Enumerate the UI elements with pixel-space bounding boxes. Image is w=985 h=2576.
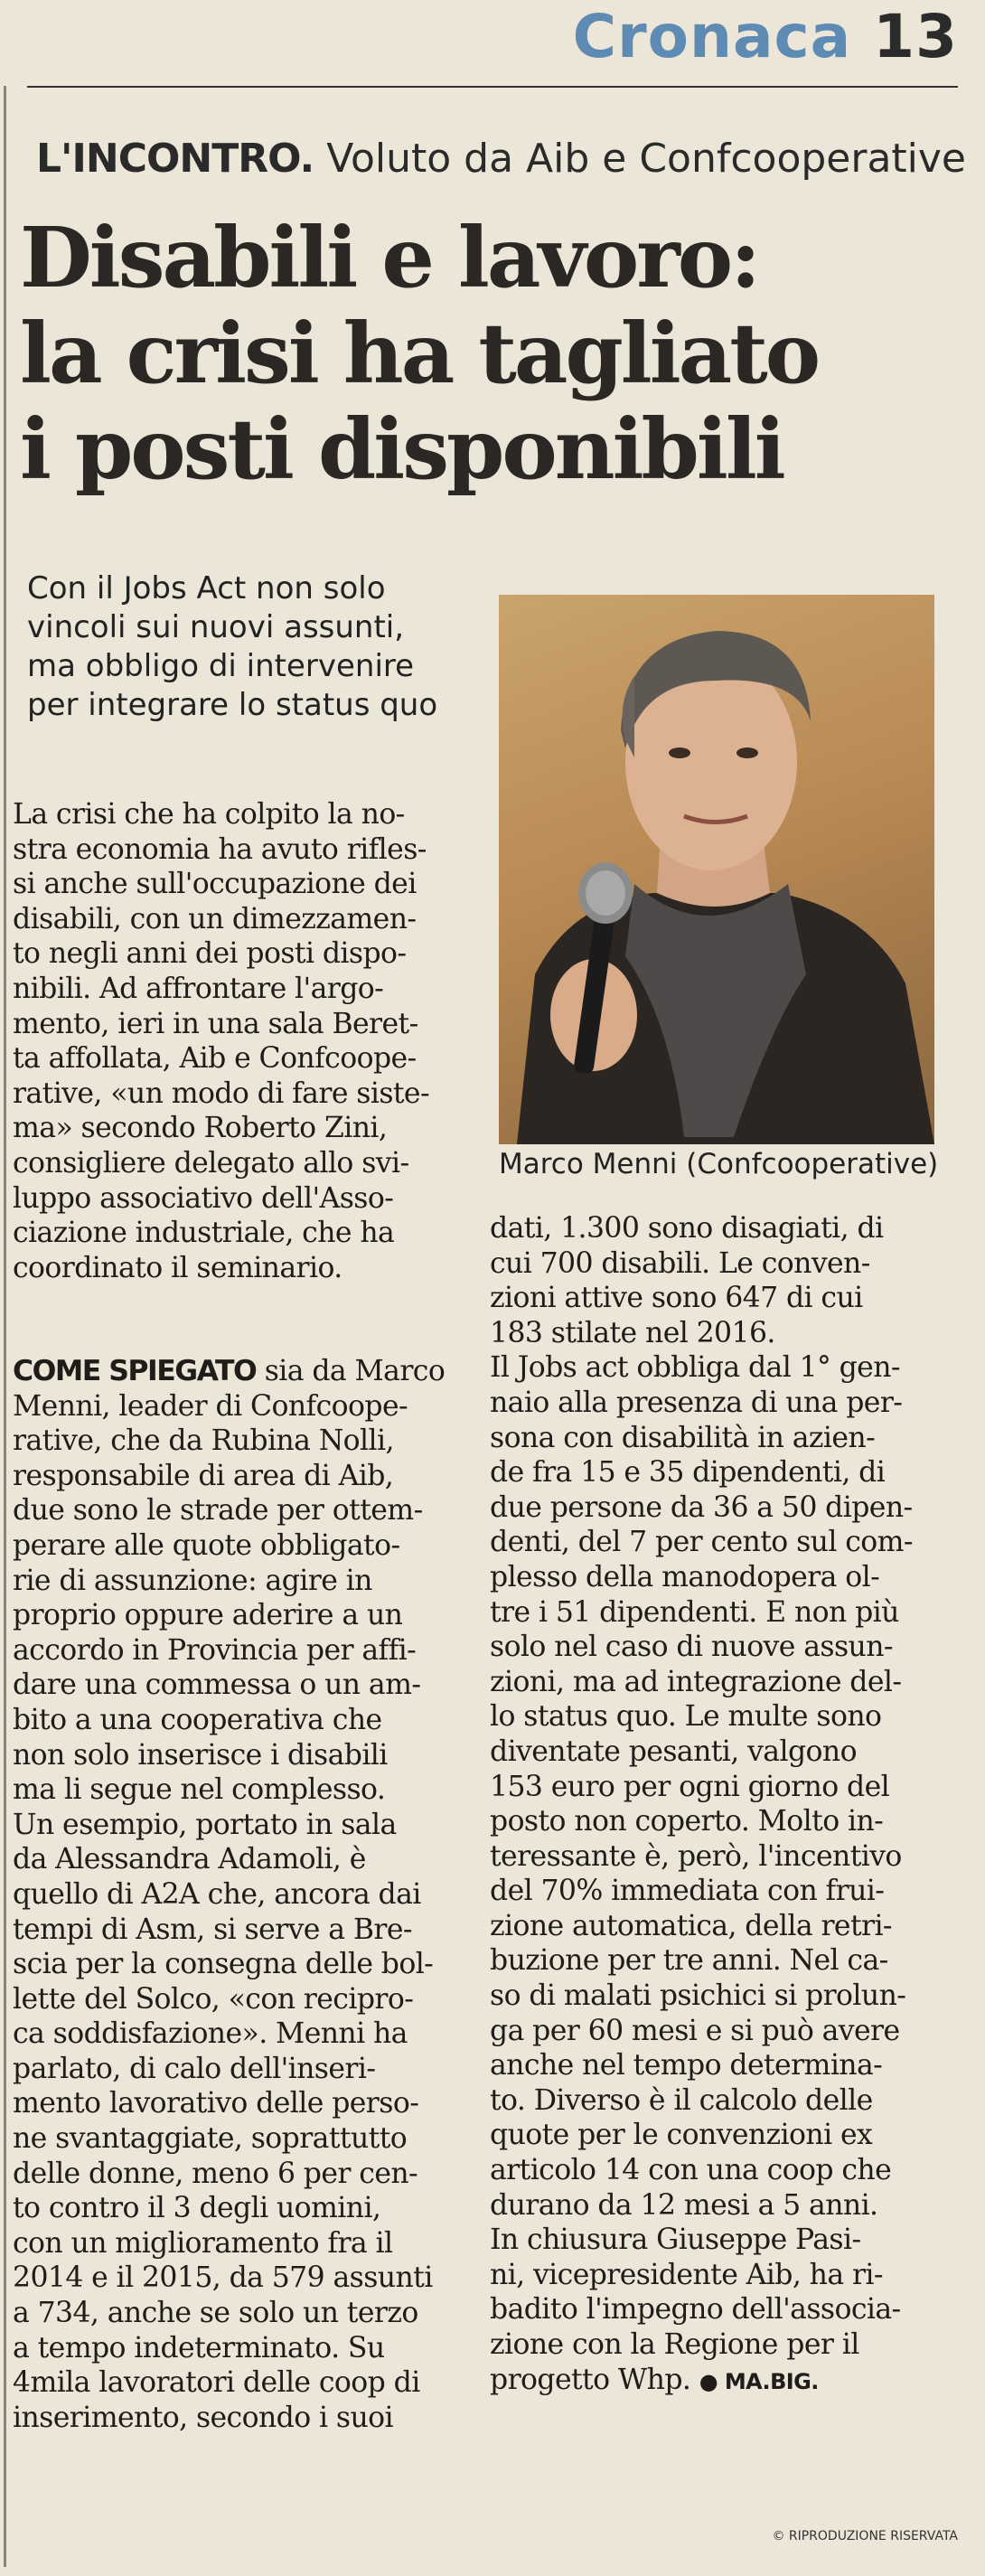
body-line: parlato, di calo dell'inseri- [13, 2052, 376, 2085]
body-line: proprio oppure aderire a un [13, 1599, 403, 1632]
section-title [573, 2, 958, 71]
body-line: da Alessandra Adamoli, è [13, 1843, 366, 1876]
body-line: scia per la consegna delle bol- [13, 1948, 434, 1981]
body-line: zioni attive sono 647 di cui [490, 1282, 863, 1315]
body-line: Un esempio, portato in sala [13, 1808, 397, 1841]
lead-in-text: COME SPIEGATO [13, 1355, 257, 1387]
body-line: ta affollata, Aib e Confcoope- [13, 1042, 417, 1076]
subheadline-line: ma obbligo di intervenire [27, 648, 415, 684]
body-line-last [490, 2363, 951, 2400]
body-line: solo nel caso di nuove assun- [490, 1631, 893, 1664]
body-line: ma» secondo Roberto Zini, [13, 1112, 388, 1145]
body-line: non solo inserisce i disabili [13, 1738, 388, 1772]
body-line: consigliere delegato allo svi- [13, 1146, 409, 1180]
portrait-illustration [499, 595, 934, 1144]
body-line: denti, del 7 per cento sul com- [490, 1526, 913, 1559]
body-line: rative, «un modo di fare siste- [13, 1076, 430, 1110]
body-line: disabili, con un dimezzamen- [13, 902, 417, 935]
body-line: mento lavorativo delle perso- [13, 2087, 419, 2120]
headline-line: la crisi ha tagliato [20, 305, 819, 402]
body-line: ma li segue nel complesso. [13, 1773, 386, 1807]
body-line: 153 euro per ogni giorno del [490, 1770, 890, 1803]
headline-line: i posti disponibili [20, 400, 783, 498]
kicker-label: L'INCONTRO. [36, 136, 314, 182]
body-line: de fra 15 e 35 dipendenti, di [490, 1456, 886, 1490]
photo-marco-menni [499, 595, 934, 1144]
body-line: sona con disabilità in azien- [490, 1421, 876, 1454]
body-line: posto non coperto. Molto in- [490, 1805, 884, 1838]
body-line: zione automatica, della retri- [490, 1909, 892, 1942]
body-line: 2014 e il 2015, da 579 assunti [13, 2261, 433, 2295]
body-line: zioni, ma ad integrazione del- [490, 1665, 902, 1698]
subheadline-line: Con il Jobs Act non solo [27, 570, 386, 606]
body-line: to negli anni dei posti dispo- [13, 937, 407, 971]
body-line: to contro il 3 degli uomini, [13, 2192, 381, 2225]
body-line: ca soddisfazione». Menni ha [13, 2017, 408, 2051]
body-line: 183 stilate nel 2016. [490, 1316, 775, 1349]
body-line: naio alla presenza di una per- [490, 1386, 903, 1419]
headline [20, 210, 969, 497]
page-edge-rule [4, 86, 6, 2567]
body-line: coordinato il seminario. [13, 1251, 342, 1284]
body-line: accordo in Provincia per affi- [13, 1633, 417, 1667]
page-number: 13 [873, 2, 958, 71]
body-line: nibili. Ad affrontare l'argo- [13, 972, 384, 1005]
body-line: inserimento, secondo i suoi [13, 2401, 393, 2434]
article-column-1 [13, 797, 483, 1285]
body-line: lette del Solco, «con recipro- [13, 1982, 414, 2016]
section-label: Cronaca [572, 2, 852, 71]
body-line: lo status quo. Le multe sono [490, 1700, 882, 1734]
kicker [36, 136, 967, 182]
body-line: anche nel tempo determina- [490, 2049, 883, 2082]
body-line: stra economia ha avuto rifles- [13, 832, 427, 866]
body-line: luppo associativo dell'Asso- [13, 1181, 394, 1215]
body-line: dati, 1.300 sono disagiati, di [490, 1212, 884, 1245]
body-line: badito l'impegno dell'associa- [490, 2293, 901, 2327]
body-line: durano da 12 mesi a 5 anni. [490, 2188, 878, 2222]
body-line: due sono le strade per ottem- [13, 1494, 423, 1528]
body-line: tempi di Asm, si serve a Bre- [13, 1913, 412, 1946]
body-line: diventate pesanti, valgono [490, 1735, 857, 1768]
subheadline [27, 569, 479, 725]
body-line: bito a una cooperativa che [13, 1703, 382, 1736]
body-line: due persone da 36 a 50 dipen- [490, 1490, 913, 1524]
body-line: mento, ieri in una sala Beret- [13, 1007, 418, 1040]
body-line: a tempo indeterminato. Su [13, 2331, 385, 2364]
subheadline-line: vincoli sui nuovi assunti, [27, 609, 405, 645]
body-line: articolo 14 con una coop che [490, 2154, 892, 2187]
article-column-2 [490, 1211, 951, 2399]
body-line: ciazione industriale, che ha [13, 1217, 395, 1250]
body-line: del 70% immediata con frui- [490, 1875, 885, 1908]
body-line-lead [13, 1354, 483, 1389]
body-line: so di malati psichici si prolun- [490, 1979, 906, 2013]
author-signature: ● MA.BIG. [699, 2368, 819, 2394]
body-line: cui 700 disabili. Le conven- [490, 1246, 870, 1280]
body-line: buzione per tre anni. Nel ca- [490, 1944, 888, 1978]
lead-in-rest: sia da Marco [256, 1355, 446, 1387]
body-line: Il Jobs act obbliga dal 1° gen- [490, 1351, 900, 1385]
body-line: Menni, leader di Confcoope- [13, 1389, 408, 1423]
body-line: si anche sull'occupazione dei [13, 868, 417, 901]
article-column-1-continued [13, 1354, 483, 2435]
body-line: La crisi che ha colpito la no- [13, 798, 405, 831]
body-line: a 734, anche se solo un terzo [13, 2297, 418, 2330]
body-line: quello di A2A che, ancora dai [13, 1877, 421, 1911]
body-line: 4mila lavoratori delle coop di [13, 2366, 420, 2400]
body-line: delle donne, meno 6 per cen- [13, 2157, 418, 2190]
kicker-text: Voluto da Aib e Confcooperative [314, 136, 967, 182]
subheadline-line: per integrare lo status quo [27, 687, 438, 723]
body-line: responsabile di area di Aib, [13, 1459, 394, 1492]
body-line: ni, vicepresidente Aib, ha ri- [490, 2258, 883, 2291]
photo-caption: Marco Menni (Confcooperative) [499, 1148, 939, 1180]
body-line: teressante è, però, l'incentivo [490, 1839, 902, 1873]
body-line: zione con la Regione per il [490, 2328, 859, 2361]
body-line: In chiusura Giuseppe Pasi- [490, 2223, 861, 2257]
body-line: dare una commessa o un am- [13, 1669, 421, 1702]
section-header [27, 0, 958, 88]
body-line: perare alle quote obbligato- [13, 1528, 400, 1562]
body-line: tre i 51 dipendenti. E non più [490, 1595, 899, 1629]
body-line: ne svantaggiate, soprattutto [13, 2122, 408, 2156]
body-line: rative, che da Rubina Nolli, [13, 1424, 394, 1458]
body-line: quote per le convenzioni ex [490, 2119, 873, 2152]
last-line-text: progetto Whp. [490, 2363, 699, 2396]
body-line: to. Diverso è il calcolo delle [490, 2083, 873, 2117]
body-line: con un miglioramento fra il [13, 2226, 393, 2260]
body-line: plesso della manodopera ol- [490, 1560, 880, 1594]
headline-line: Disabili e lavoro: [20, 209, 759, 306]
body-line: rie di assunzione: agire in [13, 1564, 372, 1597]
copyright-notice: © RIPRODUZIONE RISERVATA [772, 2529, 958, 2543]
body-line: ga per 60 mesi e si può avere [490, 2014, 900, 2047]
